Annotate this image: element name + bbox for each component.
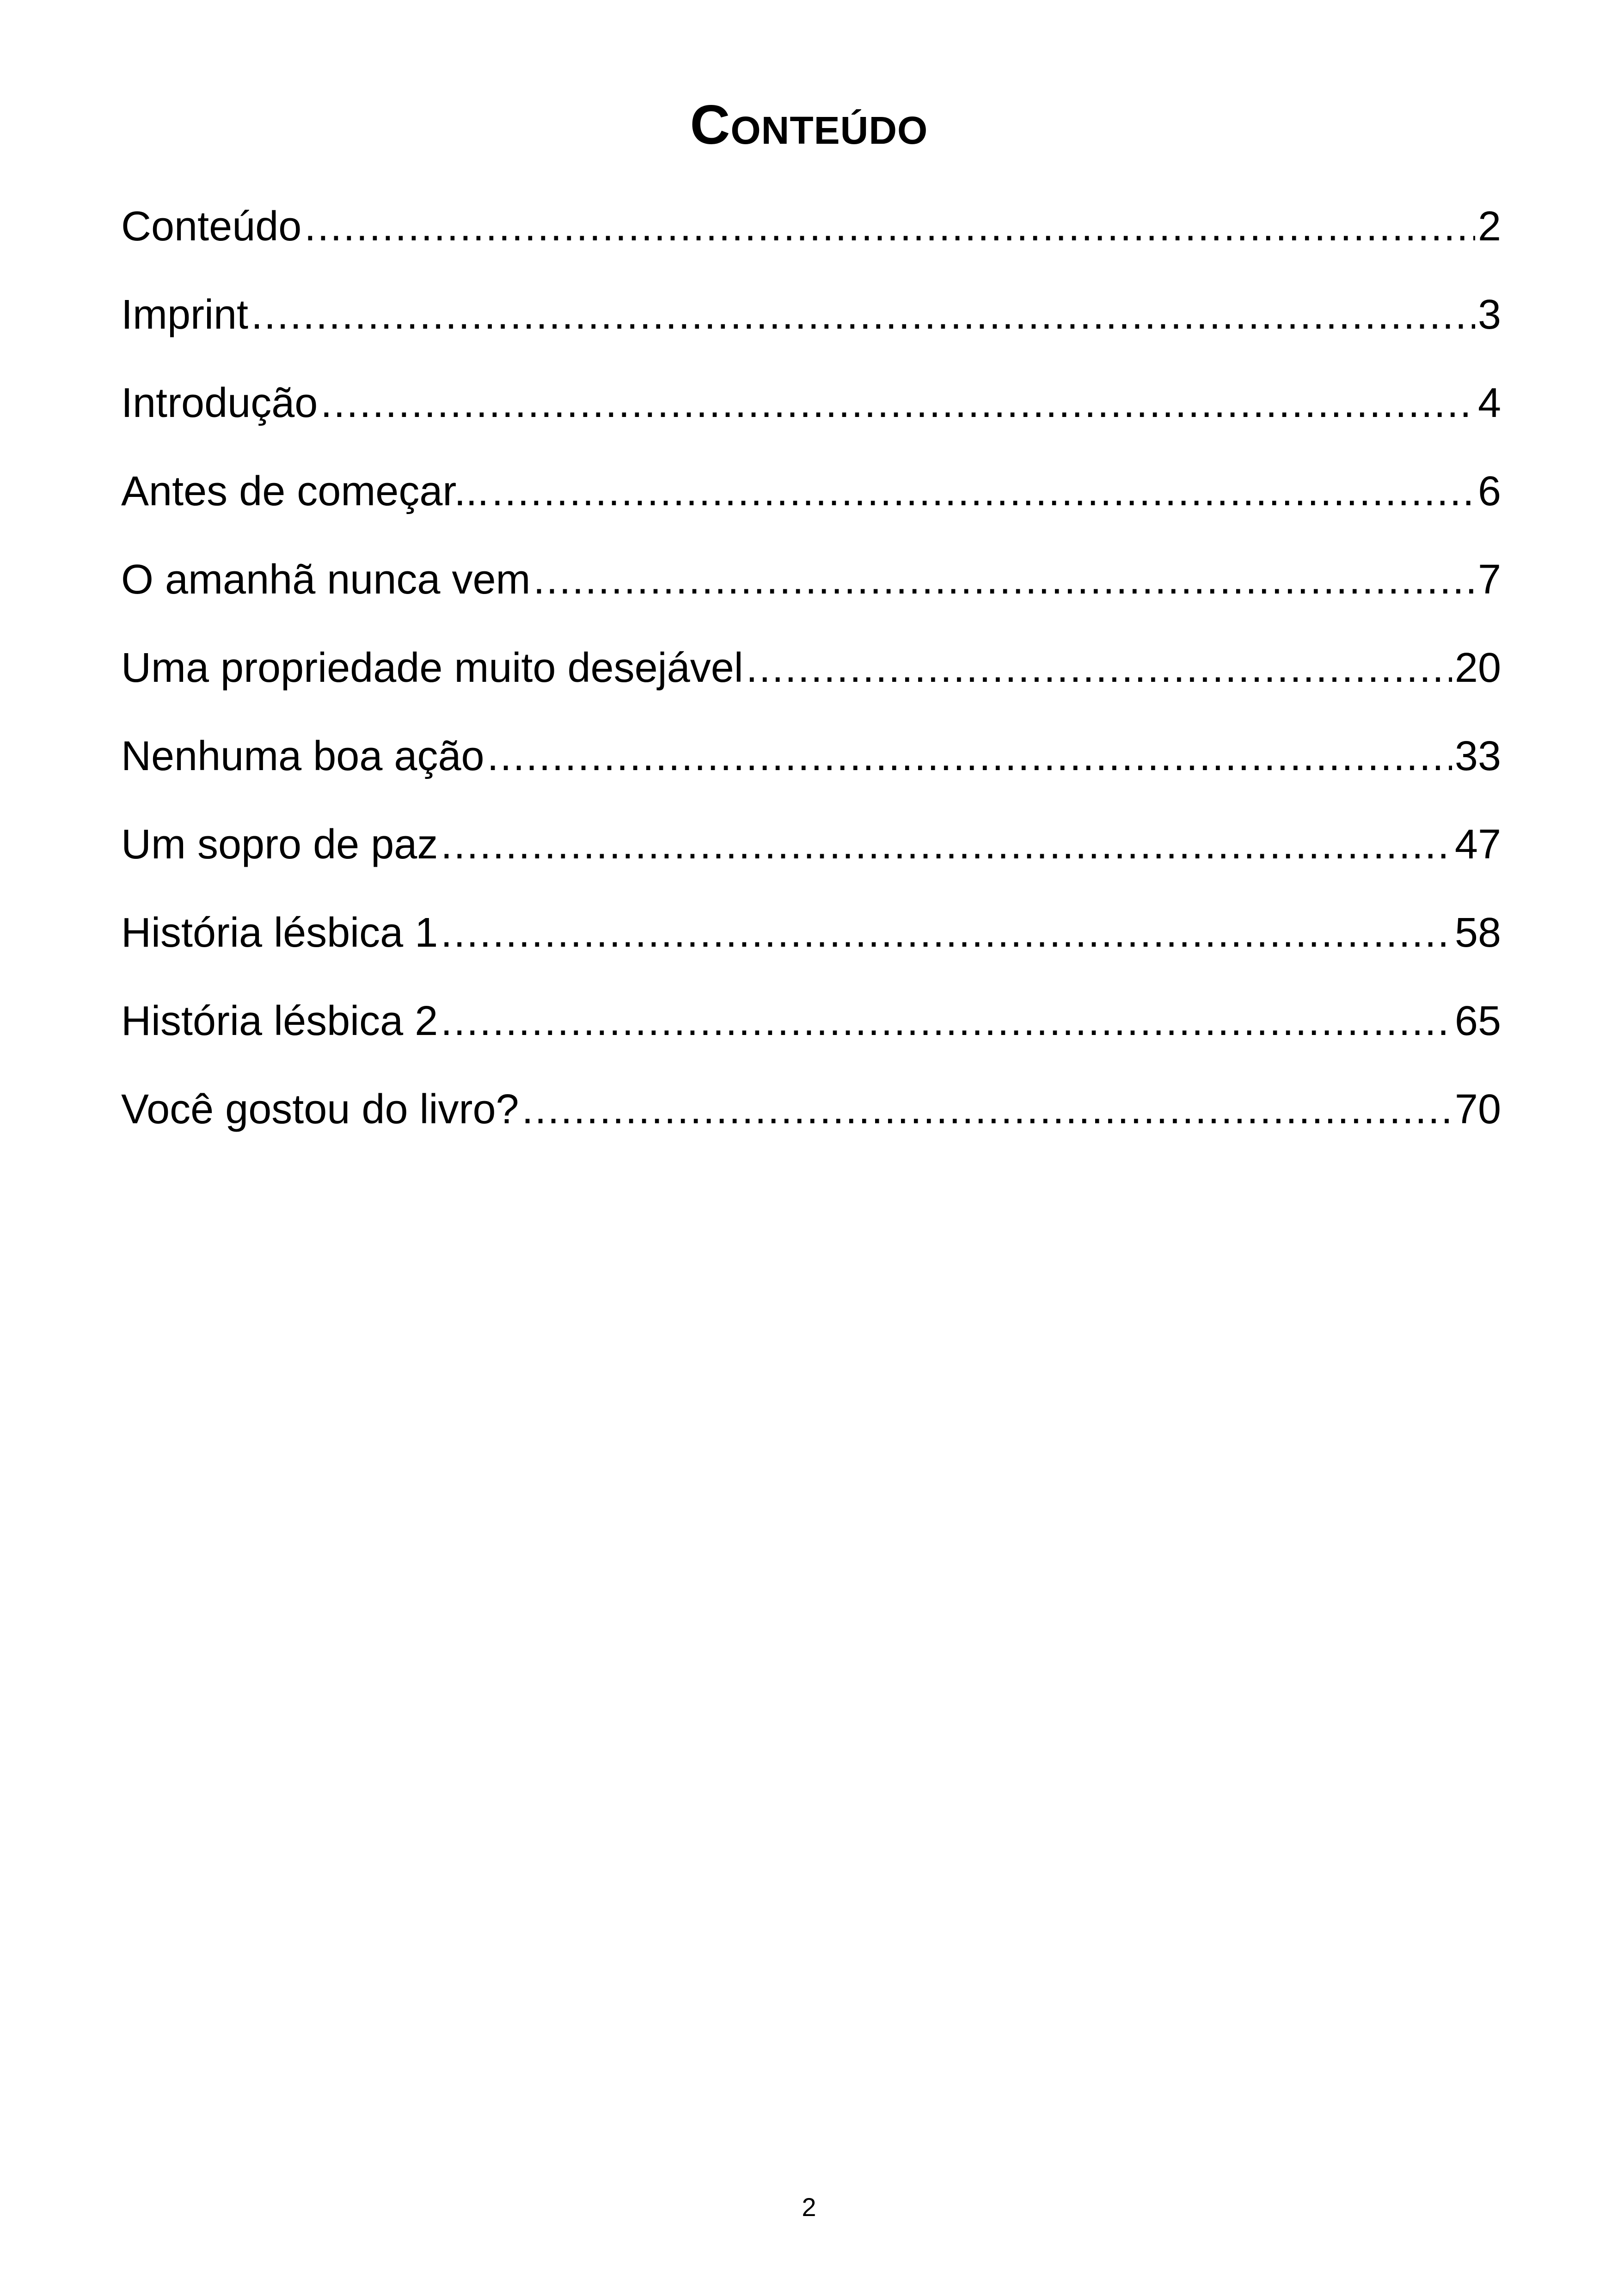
table-of-contents — [121, 185, 1501, 1156]
toc-entry-page-number: 7 — [1477, 557, 1501, 603]
toc-entry-label: Um sopro de paz — [121, 821, 438, 868]
toc-entry-page-number: 4 — [1477, 380, 1501, 426]
toc-entry-um-sopro-de-paz[interactable] — [121, 803, 1501, 891]
toc-entry-label: História lésbica 1 — [121, 910, 438, 956]
toc-entry-label: História lésbica 2 — [121, 998, 438, 1044]
toc-dot-leader — [522, 1082, 1452, 1137]
toc-dot-leader — [746, 640, 1452, 696]
toc-entry-page-number: 47 — [1454, 821, 1501, 868]
toc-entry-antes-de-comecar[interactable] — [121, 450, 1501, 538]
toc-entry-page-number: 2 — [1477, 203, 1501, 250]
toc-entry-imprint[interactable] — [121, 273, 1501, 361]
toc-entry-label: O amanhã nunca vem — [121, 557, 531, 603]
toc-entry-introducao[interactable] — [121, 361, 1501, 450]
toc-entry-page-number: 3 — [1477, 292, 1501, 338]
toc-entry-voce-gostou-do-livro[interactable] — [121, 1068, 1501, 1156]
toc-entry-label: Introdução — [121, 380, 318, 426]
toc-entry-label: Você gostou do livro? — [121, 1086, 519, 1133]
toc-entry-page-number: 58 — [1454, 910, 1501, 956]
toc-dot-leader — [491, 464, 1475, 519]
toc-entry-label: Uma propriedade muito desejável — [121, 645, 743, 691]
toc-entry-page-number: 6 — [1477, 468, 1501, 514]
footer-page-number: 2 — [802, 2192, 816, 2222]
toc-dot-leader — [251, 287, 1475, 343]
toc-entry-page-number: 65 — [1454, 998, 1501, 1044]
toc-entry-label: Antes de começar... — [121, 468, 489, 514]
toc-entry-page-number: 33 — [1454, 733, 1501, 779]
toc-entry-historia-lesbica-1[interactable] — [121, 891, 1501, 980]
toc-dot-leader — [441, 905, 1452, 961]
toc-entry-nenhuma-boa-acao[interactable] — [121, 715, 1501, 803]
toc-entry-uma-propriedade-muito-desejavel[interactable] — [121, 626, 1501, 715]
toc-entry-historia-lesbica-2[interactable] — [121, 980, 1501, 1068]
toc-entry-o-amanha-nunca-vem[interactable] — [121, 538, 1501, 626]
page-title: Conteúdo — [690, 94, 928, 156]
toc-entry-conteudo[interactable] — [121, 185, 1501, 273]
toc-dot-leader — [441, 993, 1452, 1049]
toc-entry-label: Nenhuma boa ação — [121, 733, 484, 779]
toc-entry-page-number: 70 — [1454, 1086, 1501, 1133]
toc-dot-leader — [533, 552, 1475, 607]
toc-dot-leader — [304, 199, 1475, 254]
toc-entry-page-number: 20 — [1454, 645, 1501, 691]
toc-entry-label: Imprint — [121, 292, 249, 338]
toc-dot-leader — [487, 729, 1452, 784]
toc-entry-label: Conteúdo — [121, 203, 302, 250]
toc-dot-leader — [441, 817, 1452, 872]
toc-dot-leader — [320, 375, 1475, 431]
